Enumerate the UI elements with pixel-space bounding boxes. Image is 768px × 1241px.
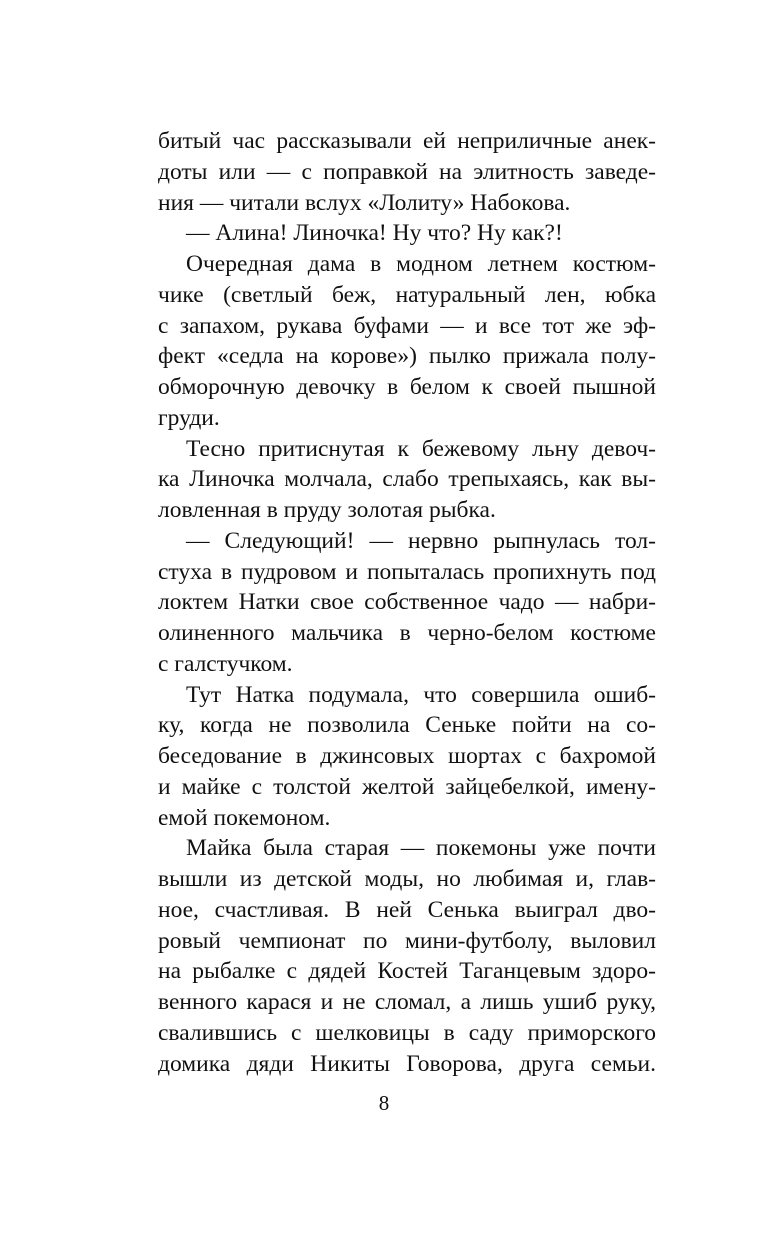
text-line: олиненного мальчика в черно-белом костюме xyxy=(158,620,656,646)
text-line: Очередная дама в модном летнем костюм- xyxy=(186,251,656,277)
text-line: ное, счастливая. В ней Сенька выиграл дво- xyxy=(158,896,656,923)
text-line: ку, когда не позволила Сеньке пойти на со- xyxy=(158,712,656,739)
text-line: груди. xyxy=(158,404,220,431)
text-line: локтем Натки свое собственное чадо — набри- xyxy=(158,589,656,616)
text-line: ния — читали вслух «Лолиту» Набокова. xyxy=(158,189,571,216)
text-line: битый час рассказывали ей неприличные анек- xyxy=(158,128,656,154)
text-line: венного карася и не сломал, а лишь ушиб руку, xyxy=(158,989,656,1015)
text-line: фект «седла на корове») пылко прижала полу- xyxy=(158,343,656,370)
text-line: и майке с толстой желтой зайцебелкой, имену- xyxy=(158,773,656,800)
text-line: обморочную девочку в белом к своей пышной xyxy=(158,374,656,400)
text-line: ловленная в пруду золотая рыбка. xyxy=(158,497,496,523)
text-line: ровый чемпионат по мини-футболу, выловил xyxy=(158,927,656,954)
text-line: — Алина! Линочка! Ну что? Ну как?! xyxy=(186,220,563,247)
text-line: на рыбалке с дядей Костей Таганцевым здоро- xyxy=(158,958,656,985)
page-number: 8 xyxy=(378,1091,390,1115)
text-line: Тут Натка подумала, что совершила ошиб- xyxy=(186,681,656,708)
text-line: доты или — с поправкой на элитность заведе- xyxy=(158,158,656,185)
text-line: домика дяди Никиты Говорова, друга семьи. xyxy=(158,1050,656,1077)
body-text xyxy=(158,126,656,1079)
text-line: с галстучком. xyxy=(158,650,293,677)
text-line: Майка была старая — покемоны уже почти xyxy=(186,835,656,862)
text-line: вышли из детской моды, но любимая и, глав- xyxy=(158,866,656,892)
text-line: с запахом, рукава буфами — и все тот же эф- xyxy=(158,312,656,339)
text-line: ка Линочка молчала, слабо трепыхаясь, как вы- xyxy=(158,466,656,493)
text-line: свалившись с шелковицы в саду приморского xyxy=(158,1019,656,1046)
text-line: чике (светлый беж, натуральный лен, юбка xyxy=(158,281,656,308)
text-line: беседование в джинсовых шортах с бахромой xyxy=(158,743,656,769)
text-line: Тесно притиснутая к бежевому льну девоч- xyxy=(186,435,656,462)
text-line: — Следующий! — нервно рыпнулась тол- xyxy=(186,527,656,554)
text-line: стуха в пудровом и попыталась пропихнуть под xyxy=(158,558,656,585)
text-line: емой покемоном. xyxy=(158,804,331,831)
